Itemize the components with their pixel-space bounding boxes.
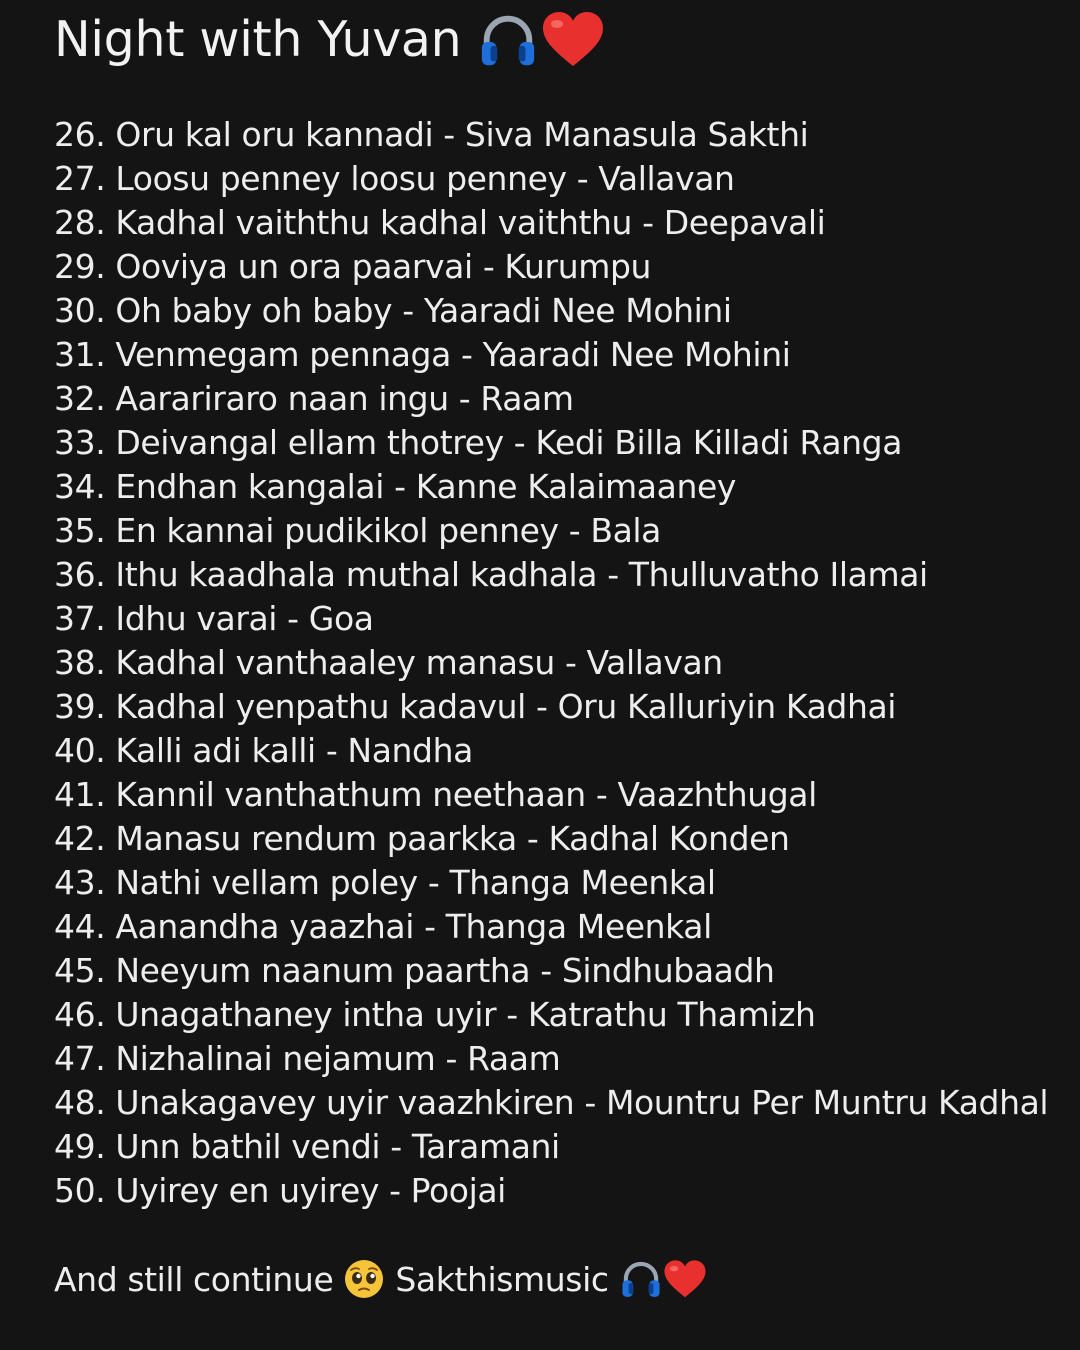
note-footer bbox=[54, 1255, 707, 1303]
song-item: 39. Kadhal yenpathu kadavul - Oru Kalluriyin Kadhai bbox=[54, 687, 897, 726]
song-item: 43. Nathi vellam poley - Thanga Meenkal bbox=[54, 863, 716, 902]
song-item: 48. Unakagavey uyir vaazhkiren - Mountru Per Muntru Kadhal bbox=[54, 1083, 1049, 1122]
song-item: 35. En kannai pudikikol penney - Bala bbox=[54, 511, 661, 550]
footer-text: And still continue bbox=[54, 1259, 334, 1299]
note-title: Night with Yuvan bbox=[54, 11, 462, 68]
song-item: 29. Ooviya un ora paarvai - Kurumpu bbox=[54, 247, 652, 286]
song-item: 28. Kadhal vaiththu kadhal vaiththu - Deepavali bbox=[54, 203, 826, 242]
song-item: 38. Kadhal vanthaaley manasu - Vallavan bbox=[54, 643, 723, 682]
note-content bbox=[54, 0, 1064, 1350]
song-item: 26. Oru kal oru kannadi - Siva Manasula Sakthi bbox=[54, 115, 809, 154]
song-item: 31. Venmegam pennaga - Yaaradi Nee Mohini bbox=[54, 335, 791, 374]
song-item: 27. Loosu penney loosu penney - Vallavan bbox=[54, 159, 735, 198]
song-item: 50. Uyirey en uyirey - Poojai bbox=[54, 1171, 506, 1210]
headphones-icon bbox=[477, 9, 539, 71]
song-list bbox=[54, 113, 1048, 1213]
song-item: 40. Kalli adi kalli - Nandha bbox=[54, 731, 473, 770]
song-item: 36. Ithu kaadhala muthal kadhala - Thulluvatho Ilamai bbox=[54, 555, 928, 594]
headphones-icon bbox=[619, 1257, 663, 1301]
song-item: 41. Kannil vanthathum neethaan - Vaazhthugal bbox=[54, 775, 817, 814]
pleading-face-icon bbox=[344, 1259, 384, 1299]
song-item: 34. Endhan kangalai - Kanne Kalaimaaney bbox=[54, 467, 736, 506]
red-heart-icon bbox=[541, 10, 605, 70]
footer-tag: Sakthismusic bbox=[395, 1259, 609, 1299]
song-item: 44. Aanandha yaazhai - Thanga Meenkal bbox=[54, 907, 712, 946]
song-item: 45. Neeyum naanum paartha - Sindhubaadh bbox=[54, 951, 775, 990]
song-item: 46. Unagathaney intha uyir - Katrathu Thamizh bbox=[54, 995, 816, 1034]
red-heart-icon bbox=[663, 1259, 707, 1300]
song-item: 47. Nizhalinai nejamum - Raam bbox=[54, 1039, 561, 1078]
song-item: 33. Deivangal ellam thotrey - Kedi Billa Killadi Ranga bbox=[54, 423, 903, 462]
song-item: 32. Aarariraro naan ingu - Raam bbox=[54, 379, 574, 418]
note-title-row bbox=[54, 4, 605, 76]
song-item: 30. Oh baby oh baby - Yaaradi Nee Mohini bbox=[54, 291, 732, 330]
song-item: 37. Idhu varai - Goa bbox=[54, 599, 374, 638]
song-item: 42. Manasu rendum paarkka - Kadhal Konden bbox=[54, 819, 790, 858]
song-item: 49. Unn bathil vendi - Taramani bbox=[54, 1127, 560, 1166]
